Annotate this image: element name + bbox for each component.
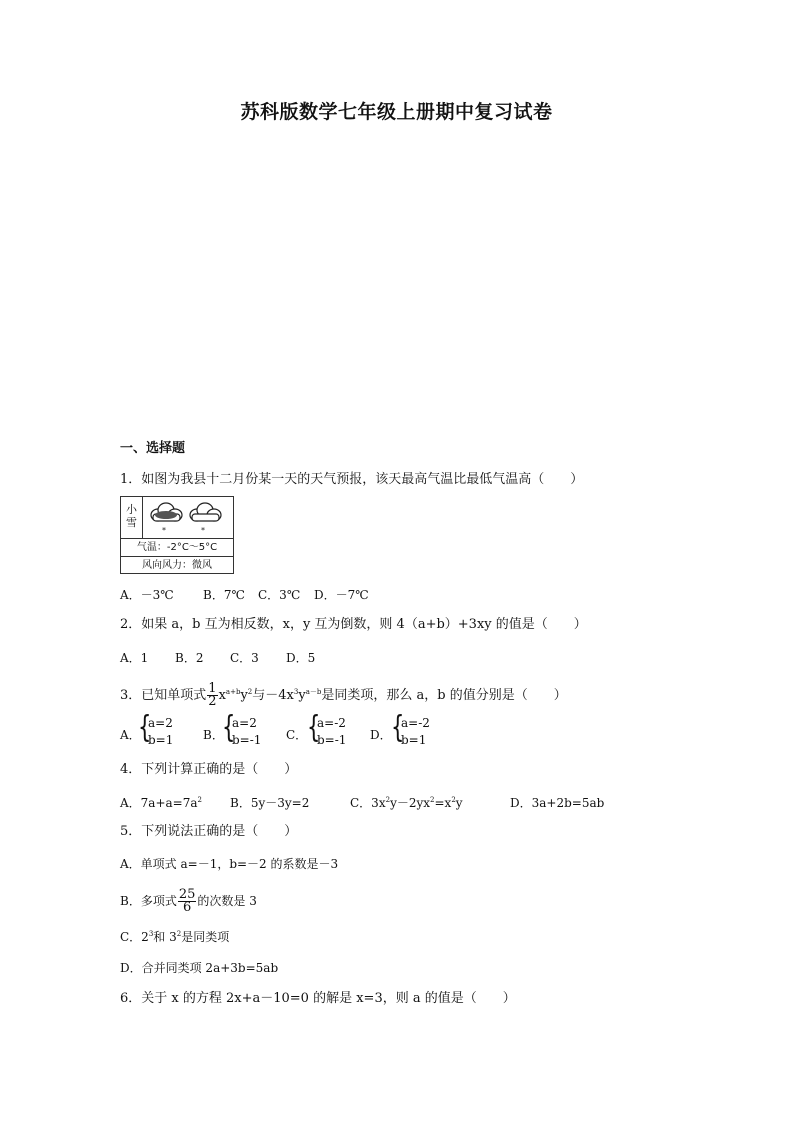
q3-suffix: 是同类项，那么 a，b 的值分别是（ ）	[321, 688, 567, 703]
q1-option-a: A．－3℃	[120, 588, 174, 602]
page-title: 苏科版数学七年级上册期中复习试卷	[240, 101, 553, 123]
q5-option-c	[120, 929, 229, 945]
svg-text:*: *	[162, 526, 166, 535]
q4-option-c	[350, 794, 463, 811]
weather-forecast-box	[120, 496, 234, 574]
q5-option-c-part3: 是同类项	[181, 930, 230, 944]
q5-option-a: A．单项式 a=－1，b=－2 的系数是－3	[120, 857, 339, 871]
q4-option-c-part4: y	[455, 796, 463, 810]
q5-option-b-prefix: B．多项式	[120, 894, 177, 908]
q5-option-c-exp2: 2	[176, 930, 182, 938]
q5-option-c-exp1: 3	[148, 930, 154, 938]
q1-option-d: D．－7℃	[314, 588, 369, 602]
fraction-numerator: 1	[208, 681, 217, 696]
brace-icon: {	[307, 710, 321, 745]
q5-option-d: D．合并同类项 2a+3b=5ab	[120, 961, 279, 975]
q4-option-a-text: A．7a+a=7a	[120, 796, 198, 810]
system-row-2: b=1	[401, 733, 427, 747]
weather-condition-char-1: 小	[126, 503, 137, 516]
q3-option-d-label: D．	[370, 728, 392, 742]
q5-option-c-part2: 和 3	[153, 930, 177, 944]
svg-text:*: *	[201, 526, 205, 535]
q3-mono2-y-exponent: a－b	[305, 688, 322, 696]
question-3-stem	[120, 683, 567, 708]
snow-cloud-icon	[144, 497, 234, 538]
q2-option-a: A．1	[120, 651, 149, 665]
q4-option-b: B．5y－3y=2	[230, 796, 310, 810]
q3-option-a-label: A．	[120, 728, 141, 742]
q4-option-c-exp3: 2	[451, 796, 456, 804]
weather-temperature: 气温：-2°C～5°C	[121, 538, 233, 557]
q4-option-d: D．3a+2b=5ab	[510, 796, 605, 810]
q3-mono1-y-exponent: 2	[247, 688, 253, 696]
weather-condition-char-2: 雪	[126, 516, 137, 529]
question-1-stem: 1．如图为我县十二月份某一天的天气预报，该天最高气温比最低气温高（ ）	[120, 472, 584, 487]
system-row-2: b=1	[148, 733, 174, 747]
q5-option-b-suffix: 的次数是 3	[197, 894, 257, 908]
snow-cloud-icons	[144, 497, 234, 538]
system-row-2: b=-1	[232, 733, 262, 747]
question-2-stem: 2．如果 a，b 互为相反数，x，y 互为倒数，则 4（a+b）+3xy 的值是（ ）	[120, 617, 587, 632]
q3-option-b-label: B．	[203, 728, 224, 742]
brace-icon: {	[138, 710, 152, 745]
system-row-1: a=-2	[401, 716, 430, 730]
q4-option-c-part1: C．3x	[350, 796, 386, 810]
q4-option-c-part2: y－2yx	[390, 796, 431, 810]
q4-option-c-part3: =x	[434, 796, 452, 810]
q1-option-c: C．3℃	[258, 588, 301, 602]
q3-option-c-label: C．	[286, 728, 308, 742]
weather-wind: 风向风力：微风	[121, 556, 233, 575]
q5-option-c-part1: C．2	[120, 930, 149, 944]
q4-option-c-exp1: 2	[385, 796, 391, 804]
q4-option-a	[120, 794, 202, 811]
system-row-1: a=-2	[317, 716, 346, 730]
fraction-denominator: 2	[208, 694, 217, 709]
section-heading: 一、选择题	[120, 441, 186, 456]
fraction-numerator: 25	[178, 887, 196, 902]
question-6-stem: 6．关于 x 的方程 2x+a－10=0 的解是 x=3，则 a 的值是（ ）	[120, 991, 516, 1006]
question-5-stem: 5．下列说法正确的是（ ）	[120, 824, 298, 839]
q2-option-c: C．3	[230, 651, 259, 665]
weather-condition	[121, 497, 143, 538]
fraction	[207, 683, 217, 708]
q3-mono2-y: y	[298, 688, 306, 703]
fraction	[178, 889, 197, 914]
q2-option-d: D．5	[286, 651, 316, 665]
system-row-1: a=2	[232, 716, 257, 730]
q3-mono1-x-exponent: a+b	[225, 688, 241, 696]
fraction-denominator: 6	[182, 900, 192, 915]
system-row-1: a=2	[148, 716, 173, 730]
q4-option-c-exp2: 2	[430, 796, 435, 804]
q3-mono2-x-exponent: 3	[293, 688, 299, 696]
q3-mid: 与－4x	[252, 688, 294, 703]
q3-mono1-x: x	[218, 688, 226, 703]
brace-icon: {	[222, 710, 236, 745]
q2-option-b: B．2	[175, 651, 204, 665]
q5-option-b	[120, 889, 257, 914]
system-row-2: b=-1	[317, 733, 347, 747]
brace-icon: {	[391, 710, 405, 745]
q3-prefix: 3．已知单项式	[120, 688, 207, 703]
q3-mono1-y: y	[240, 688, 248, 703]
q4-option-a-exponent: 2	[197, 796, 202, 804]
q1-option-b: B．7℃	[203, 588, 245, 602]
question-4-stem: 4．下列计算正确的是（ ）	[120, 762, 298, 777]
